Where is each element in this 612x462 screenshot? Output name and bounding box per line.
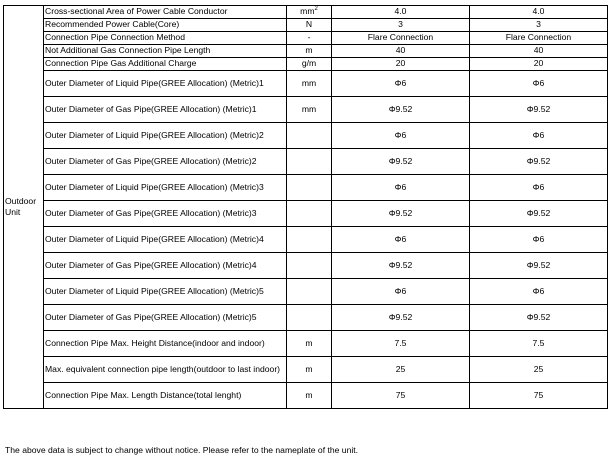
value-cell-1: Φ6 bbox=[332, 279, 470, 305]
value-cell-1: 75 bbox=[332, 383, 470, 409]
table-row bbox=[4, 305, 608, 331]
table-row bbox=[4, 279, 608, 305]
parameter-cell: Outer Diameter of Gas Pipe(GREE Allocation) (Metric)5 bbox=[44, 305, 287, 331]
parameter-cell: Outer Diameter of Gas Pipe(GREE Allocation) (Metric)3 bbox=[44, 201, 287, 227]
unit-cell bbox=[287, 123, 332, 149]
parameter-cell: Outer Diameter of Liquid Pipe(GREE Allocation) (Metric)2 bbox=[44, 123, 287, 149]
table-row bbox=[4, 227, 608, 253]
unit-text: N bbox=[305, 19, 313, 30]
value-cell-1: 20 bbox=[332, 58, 470, 71]
parameter-cell: Outer Diameter of Liquid Pipe(GREE Allocation) (Metric)1 bbox=[44, 71, 287, 97]
value-cell-2: 7.5 bbox=[470, 331, 608, 357]
parameter-cell: Outer Diameter of Liquid Pipe(GREE Allocation) (Metric)4 bbox=[44, 227, 287, 253]
parameter-cell: Outer Diameter of Gas Pipe(GREE Allocation) (Metric)1 bbox=[44, 97, 287, 123]
value-cell-1: Flare Connection bbox=[332, 32, 470, 45]
table-row bbox=[4, 123, 608, 149]
unit-text: m bbox=[305, 363, 313, 374]
value-cell-1: 7.5 bbox=[332, 331, 470, 357]
parameter-cell: Cross-sectional Area of Power Cable Conductor bbox=[44, 6, 287, 19]
disclaimer-note: The above data is subject to change without notice. Please refer to the nameplate of the unit. bbox=[5, 445, 359, 455]
table-row bbox=[4, 201, 608, 227]
value-cell-2: Φ6 bbox=[470, 71, 608, 97]
unit-text: m bbox=[305, 337, 313, 348]
table-row bbox=[4, 45, 608, 58]
value-cell-2: 4.0 bbox=[470, 6, 608, 19]
table-row bbox=[4, 97, 608, 123]
table-row bbox=[4, 32, 608, 45]
parameter-cell: Not Additional Gas Connection Pipe Length bbox=[44, 45, 287, 58]
value-cell-2: Φ9.52 bbox=[470, 305, 608, 331]
value-cell-1: Φ6 bbox=[332, 175, 470, 201]
parameter-cell: Connection Pipe Connection Method bbox=[44, 32, 287, 45]
unit-cell bbox=[287, 71, 332, 97]
value-cell-2: Φ6 bbox=[470, 227, 608, 253]
value-cell-2: Φ6 bbox=[470, 175, 608, 201]
value-cell-2: 20 bbox=[470, 58, 608, 71]
value-cell-2: Φ9.52 bbox=[470, 149, 608, 175]
parameter-cell: Outer Diameter of Gas Pipe(GREE Allocation) (Metric)4 bbox=[44, 253, 287, 279]
unit-cell bbox=[287, 201, 332, 227]
value-cell-1: 40 bbox=[332, 45, 470, 58]
value-cell-1: Φ9.52 bbox=[332, 201, 470, 227]
unit-cell bbox=[287, 279, 332, 305]
unit-cell bbox=[287, 357, 332, 383]
unit-cell bbox=[287, 32, 332, 45]
value-cell-2: Φ9.52 bbox=[470, 97, 608, 123]
unit-text: mm bbox=[301, 77, 317, 88]
table-row bbox=[4, 357, 608, 383]
value-cell-2: 3 bbox=[470, 19, 608, 32]
value-cell-1: 25 bbox=[332, 357, 470, 383]
unit-text: g/m bbox=[301, 58, 317, 69]
value-cell-2: Flare Connection bbox=[470, 32, 608, 45]
parameter-cell: Max. equivalent connection pipe length(outdoor to last indoor) bbox=[44, 357, 287, 383]
value-cell-1: Φ6 bbox=[332, 227, 470, 253]
parameter-cell: Outer Diameter of Liquid Pipe(GREE Allocation) (Metric)3 bbox=[44, 175, 287, 201]
value-cell-1: 4.0 bbox=[332, 6, 470, 19]
unit-text: - bbox=[307, 32, 311, 43]
unit-cell bbox=[287, 305, 332, 331]
unit-cell bbox=[287, 227, 332, 253]
table-row bbox=[4, 19, 608, 32]
spec-table-body bbox=[4, 6, 608, 409]
table-row bbox=[4, 6, 608, 19]
value-cell-2: 25 bbox=[470, 357, 608, 383]
parameter-cell: Outer Diameter of Gas Pipe(GREE Allocation) (Metric)2 bbox=[44, 149, 287, 175]
unit-cell bbox=[287, 58, 332, 71]
table-row bbox=[4, 58, 608, 71]
unit-cell bbox=[287, 6, 332, 19]
unit-text: m bbox=[305, 389, 313, 400]
value-cell-2: Φ6 bbox=[470, 279, 608, 305]
unit-superscript: 2 bbox=[314, 6, 318, 13]
unit-cell bbox=[287, 97, 332, 123]
value-cell-1: 3 bbox=[332, 19, 470, 32]
value-cell-2: 40 bbox=[470, 45, 608, 58]
unit-cell bbox=[287, 383, 332, 409]
table-row bbox=[4, 383, 608, 409]
unit-cell bbox=[287, 175, 332, 201]
table-row bbox=[4, 149, 608, 175]
unit-text: mm bbox=[300, 6, 315, 17]
unit-cell bbox=[287, 45, 332, 58]
parameter-cell: Recommended Power Cable(Core) bbox=[44, 19, 287, 32]
value-cell-1: Φ9.52 bbox=[332, 305, 470, 331]
unit-cell bbox=[287, 253, 332, 279]
table-row bbox=[4, 331, 608, 357]
value-cell-1: Φ9.52 bbox=[332, 253, 470, 279]
unit-cell bbox=[287, 149, 332, 175]
group-label-cell: Outdoor Unit bbox=[4, 6, 44, 409]
parameter-cell: Connection Pipe Max. Height Distance(indoor and indoor) bbox=[44, 331, 287, 357]
value-cell-2: Φ9.52 bbox=[470, 253, 608, 279]
unit-cell bbox=[287, 331, 332, 357]
unit-text: mm bbox=[301, 103, 317, 114]
table-row bbox=[4, 253, 608, 279]
value-cell-1: Φ9.52 bbox=[332, 97, 470, 123]
value-cell-2: 75 bbox=[470, 383, 608, 409]
spec-table bbox=[3, 5, 608, 409]
value-cell-1: Φ6 bbox=[332, 123, 470, 149]
value-cell-1: Φ9.52 bbox=[332, 149, 470, 175]
table-row bbox=[4, 175, 608, 201]
parameter-cell: Outer Diameter of Liquid Pipe(GREE Allocation) (Metric)5 bbox=[44, 279, 287, 305]
value-cell-1: Φ6 bbox=[332, 71, 470, 97]
parameter-cell: Connection Pipe Gas Additional Charge bbox=[44, 58, 287, 71]
parameter-cell: Connection Pipe Max. Length Distance(total lenght) bbox=[44, 383, 287, 409]
value-cell-2: Φ6 bbox=[470, 123, 608, 149]
value-cell-2: Φ9.52 bbox=[470, 201, 608, 227]
unit-text: m bbox=[305, 45, 313, 56]
unit-cell bbox=[287, 19, 332, 32]
table-row bbox=[4, 71, 608, 97]
